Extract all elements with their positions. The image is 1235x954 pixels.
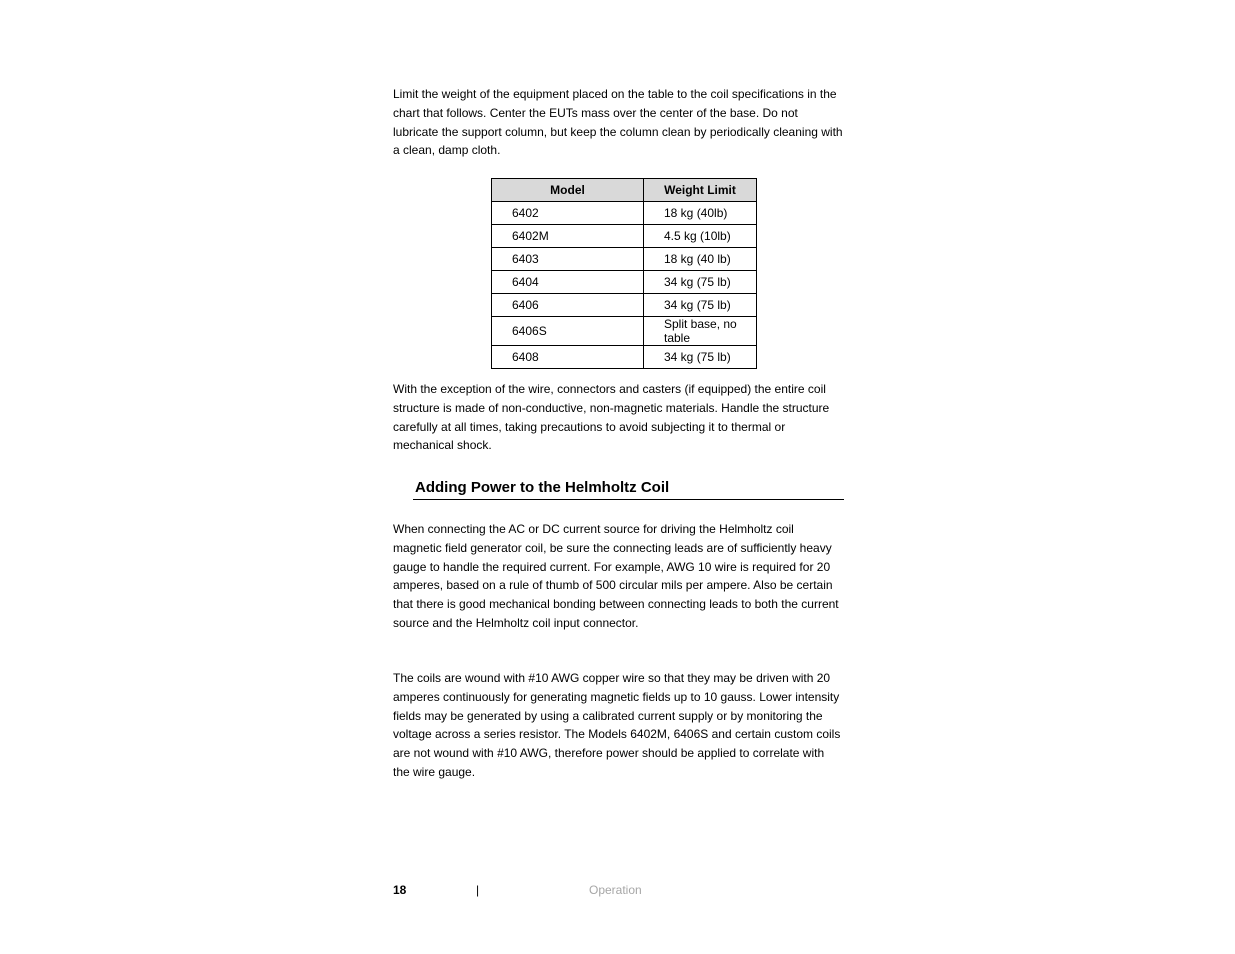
weight-limit-cell [644,317,757,346]
model-cell: 6402 [492,202,644,225]
table-header-row [492,179,757,202]
page-number: 18 [393,883,407,897]
weight-limit-table [491,178,757,369]
weight-limit-cell: 34 kg (75 lb) [644,346,757,369]
model-cell: 6406 [492,294,644,317]
weight-limit-cell: 18 kg (40lb) [644,202,757,225]
table-row [492,271,757,294]
model-cell: 6402M [492,225,644,248]
weight-limit-cell: 34 kg (75 lb) [644,271,757,294]
table-row [492,248,757,271]
model-cell: 6406S [492,317,644,346]
section-heading [413,477,844,500]
weight-limit-cell: 34 kg (75 lb) [644,294,757,317]
table-row [492,294,757,317]
header-model: Model [492,179,644,202]
weight-limit-cell: 18 kg (40 lb) [644,248,757,271]
model-cell: 6403 [492,248,644,271]
exception-paragraph: With the exception of the wire, connectors and casters (if equipped) the entire coil structure is made of non-conductive, non-magnetic materials. Handle the structure carefully at all times, taking precautions to avoid subjecting it to thermal or mechanical shock. [393,382,830,453]
table-row [492,202,757,225]
weight-limit-text: Split base, no table [664,317,737,345]
power-paragraph-2: The coils are wound with #10 AWG copper wire so that they may be driven with 20 amperes continuously for generating magnetic fields up to 10 gauss. Lower intensity fields may be generated by using a calibrated current supply or by monitoring the voltage across a series resistor. The Models 6402M, 6406S and certain custom coils are not wound with #10 AWG, therefore power should be applied to correlate with the wire gauge. [393,671,841,779]
table-row [492,317,757,346]
footer-section-name: Operation [589,883,642,897]
footer-separator: | [476,883,480,897]
power-paragraph-1: When connecting the AC or DC current source for driving the Helmholtz coil magnetic field generator coil, be sure the connecting leads are of sufficiently heavy gauge to handle the required current. For example, AWG 10 wire is required for 20 amperes, based on a rule of thumb of 500 circular mils per ampere. Also be certain that there is good mechanical bonding between connecting leads to both the current source and the Helmholtz coil input connector. [393,522,839,630]
table-row [492,225,757,248]
model-cell: 6408 [492,346,644,369]
intro-paragraph: Limit the weight of the equipment placed on the table to the coil specifications in the chart that follows. Center the EUTs mass over the center of the base. Do not lubricate the support column, but keep the column clean by periodically cleaning with a clean, damp cloth. [393,87,843,158]
model-cell: 6404 [492,271,644,294]
table-row [492,346,757,369]
weight-limit-cell: 4.5 kg (10lb) [644,225,757,248]
section-heading-text: Adding Power to the Helmholtz Coil [415,479,670,496]
header-weight-limit: Weight Limit [644,179,757,202]
